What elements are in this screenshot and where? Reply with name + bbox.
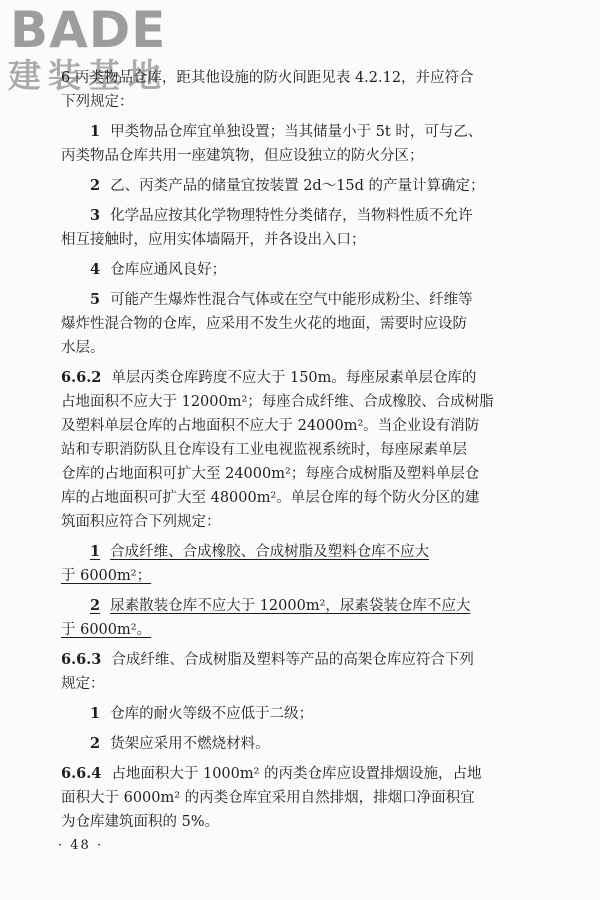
item-number: 1 [90, 543, 101, 560]
text-line: 为仓库建筑面积的 5%。 [61, 814, 220, 830]
list-item [61, 288, 541, 312]
list-item [61, 204, 541, 228]
logo-main-text: BADE [10, 1, 167, 59]
item-text: 甲类物品仓库宜单独设置；当其储量小于 5t 时，可与乙、 [110, 124, 483, 140]
text-line: 水层。 [61, 340, 105, 356]
section-number: 6.6.2 [61, 369, 102, 386]
list-item [61, 120, 541, 144]
item-text: 货架应采用不燃烧材料。 [110, 736, 270, 752]
item-number: 2 [90, 597, 101, 614]
item-text: 化学品应按其化学物理特性分类储存，当物料性质不允许 [110, 208, 473, 224]
text-line: 6 丙类物品仓库，距其他设施的防火间距见表 4.2.12，并应符合 [61, 70, 474, 86]
underlined-text: 于 6000m²。 [61, 622, 152, 638]
clause-text: 合成纤维、合成树脂及塑料等产品的高架仓库应符合下列 [111, 652, 474, 668]
text-line: 库的占地面积可扩大至 48000m²。单层仓库的每个防火分区的建 [61, 490, 480, 506]
item-text: 合成纤维、合成橡胶、合成树脂及塑料仓库不应大 [110, 544, 430, 560]
clause-text: 单层丙类仓库跨度不应大于 150m。每座尿素单层仓库的 [111, 370, 477, 386]
text-line: 仓库的占地面积可扩大至 24000m²；每座合成树脂及塑料单层仓 [61, 466, 480, 482]
underlined-item [90, 544, 429, 560]
text-line: 规定： [61, 676, 105, 692]
text-line: 爆炸性混合物的仓库，应采用不发生火花的地面，需要时应设防 [61, 316, 467, 332]
document-body [61, 66, 541, 834]
logo-sub-text: 建装基地 [8, 56, 168, 95]
page-number: · 48 · [58, 838, 104, 853]
item-text: 仓库的耐火等级不应低于二级； [110, 706, 314, 722]
list-item [61, 540, 541, 564]
clause-text: 占地面积大于 1000m² 的丙类仓库应设置排烟设施，占地 [111, 766, 482, 782]
item-text: 可能产生爆炸性混合气体或在空气中能形成粉尘、纤维等 [110, 292, 473, 308]
underlined-text: 于 6000m²； [61, 568, 152, 584]
text-line: 筑面积应符合下列规定： [61, 514, 221, 530]
list-item [61, 702, 541, 726]
clause-line [61, 762, 541, 786]
clause-line [61, 648, 541, 672]
text-line: 相互接触时，应用实体墙隔开，并各设出入口； [61, 232, 366, 248]
section-number: 6.6.3 [61, 651, 102, 668]
text-line: 面积大于 6000m² 的丙类仓库宜采用自然排烟，排烟口净面积宜 [61, 790, 475, 806]
text-line [61, 618, 541, 642]
text-line: 站和专职消防队且仓库设有工业电视监视系统时，每座尿素单层 [61, 442, 467, 458]
list-item [61, 258, 541, 282]
item-text: 仓库应通风良好； [110, 262, 227, 278]
item-number: 3 [90, 207, 101, 224]
text-line: 下列规定： [61, 94, 134, 110]
text-line [61, 564, 541, 588]
list-item [61, 174, 541, 198]
list-item [61, 732, 541, 756]
list-item [61, 594, 541, 618]
item-number: 2 [90, 177, 101, 194]
item-text: 乙、丙类产品的储量宜按装置 2d～15d 的产量计算确定； [110, 178, 485, 194]
text-line: 丙类物品仓库共用一座建筑物，但应设独立的防火分区； [61, 148, 424, 164]
text-line: 占地面积不应大于 12000m²；每座合成纤维、合成橡胶、合成树脂 [61, 394, 494, 410]
item-number: 2 [90, 735, 101, 752]
item-number: 1 [90, 705, 101, 722]
section-number: 6.6.4 [61, 765, 102, 782]
text-line: 及塑料单层仓库的占地面积不应大于 24000m²。当企业设有消防 [61, 418, 480, 434]
item-text: 尿素散装仓库不应大于 12000m²，尿素袋装仓库不应大 [110, 598, 471, 614]
item-number: 1 [90, 123, 101, 140]
clause-line [61, 366, 541, 390]
item-number: 5 [90, 291, 101, 308]
item-number: 4 [90, 261, 101, 278]
underlined-item [90, 598, 470, 614]
